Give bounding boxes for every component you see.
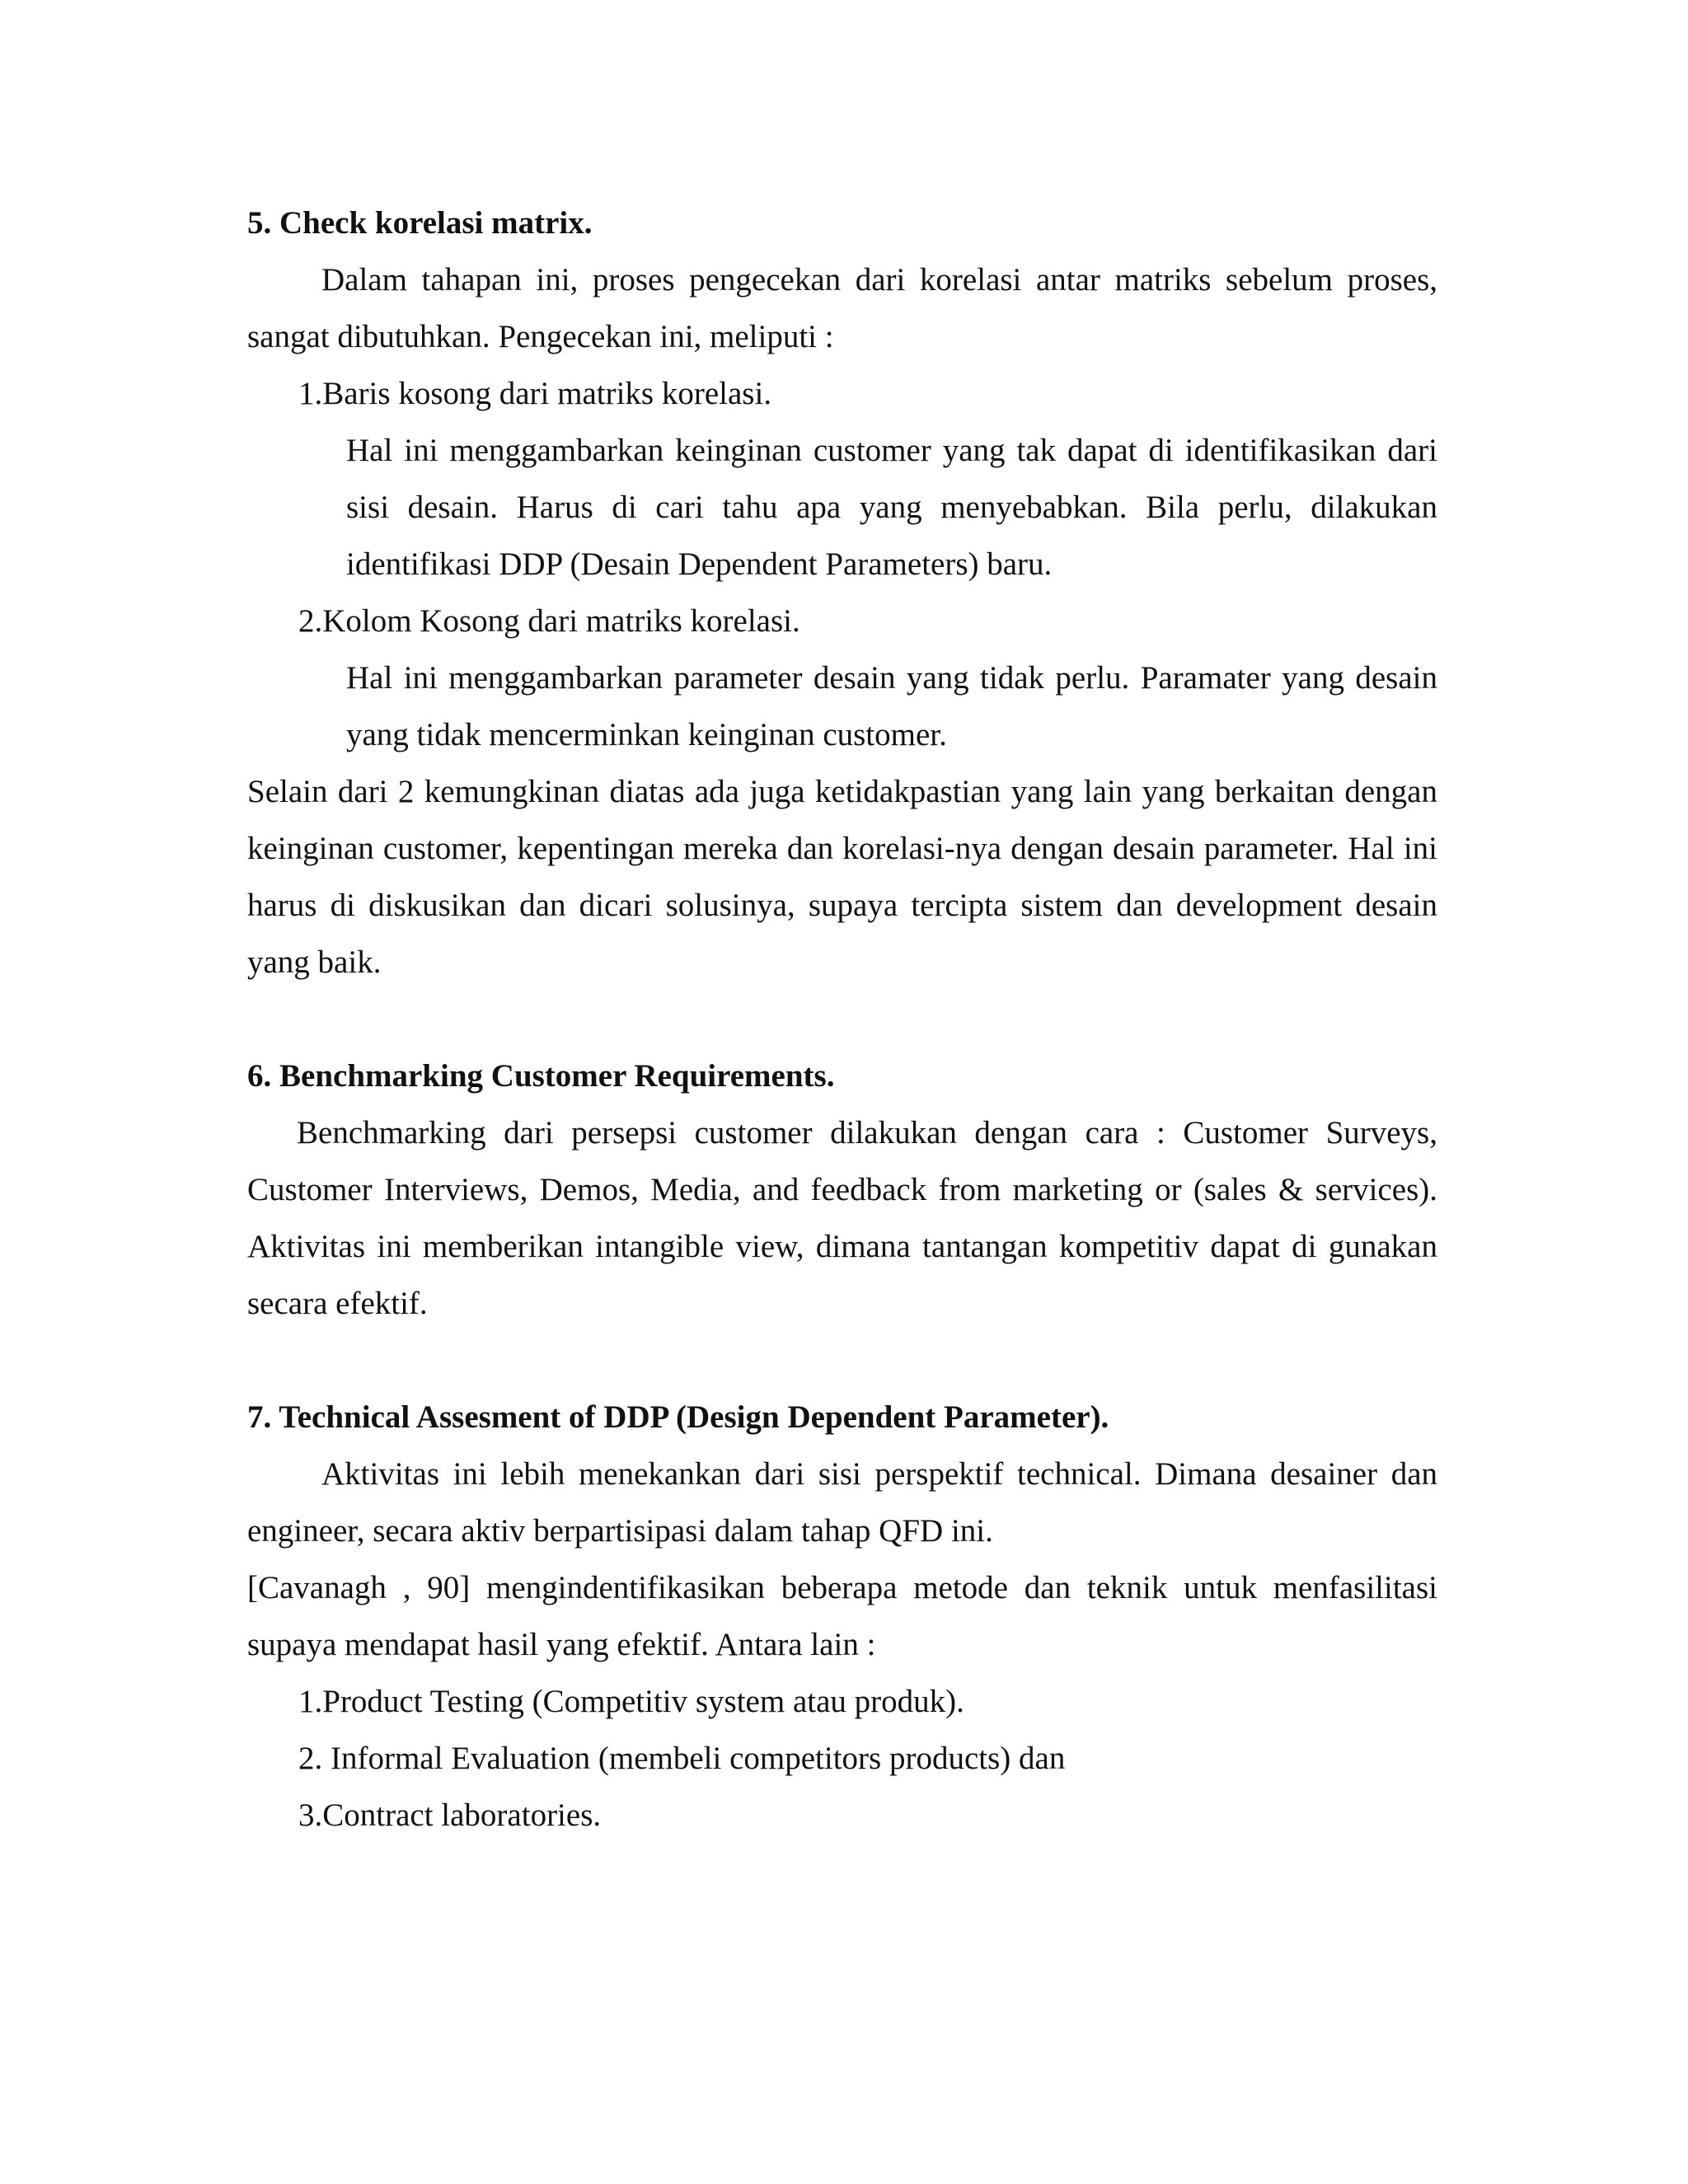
list-item-label: 2.Kolom Kosong dari matriks korelasi. [298,603,800,639]
section-heading: 6. Benchmarking Customer Requirements. [247,1058,835,1094]
document-body [247,194,1437,1844]
section-intro: Dalam tahapan ini, proses pengecekan dari korelasi antar matriks sebelum proses, sangat dibutuhkan. Pengecekan ini, meliputi : [247,262,1437,354]
section-intro: Aktivitas ini lebih menekankan dari sisi perspektif technical. Dimana desainer dan engineer, secara aktiv berpartisipasi dalam tahap QFD ini. [247,1456,1437,1549]
list-item-label: 1.Baris kosong dari matriks korelasi. [298,376,772,411]
section-benchmarking [247,1047,1437,1332]
section-heading: 7. Technical Assesment of DDP (Design Dependent Parameter). [247,1399,1109,1435]
section-check-korelasi [247,194,1437,991]
section-citation: [Cavanagh , 90] mengindentifikasikan beberapa metode dan teknik untuk menfasilitasi supaya mendapat hasil yang efektif. Antara lain : [247,1570,1437,1662]
list-item-body: Hal ini menggambarkan parameter desain yang tidak perlu. Paramater yang desain yang tidak mencerminkan keinginan customer. [346,660,1437,752]
list-item-body: Hal ini menggambarkan keinginan customer yang tak dapat di identifikasikan dari sisi desain. Harus di cari tahu apa yang menyebabkan. Bila perlu, dilakukan identifikasi DDP (Desain Dependent Parameters) baru. [346,433,1437,582]
section-spacer [247,991,1437,1047]
list-item: 1.Product Testing (Competitiv system atau produk). [298,1684,964,1719]
section-closing: Selain dari 2 kemungkinan diatas ada juga ketidakpastian yang lain yang berkaitan dengan keinginan customer, kepentingan mereka dan korelasi-nya dengan desain parameter. Hal ini harus di diskusikan dan dicari solusinya, supaya tercipta sistem dan development desain yang baik. [247,774,1437,980]
section-spacer [247,1332,1437,1389]
list-item: 3.Contract laboratories. [298,1797,602,1833]
section-body: Benchmarking dari persepsi customer dilakukan dengan cara : Customer Surveys, Customer Interviews, Demos, Media, and feedback from marketing or (sales & services). Aktivitas ini memberikan intangible view, dimana tantangan kompetitiv dapat di gunakan secara efektif. [247,1115,1437,1321]
section-heading: 5. Check korelasi matrix. [247,205,593,241]
section-technical-assesment [247,1389,1437,1844]
list-item: 2. Informal Evaluation (membeli competitors products) dan [298,1741,1066,1776]
